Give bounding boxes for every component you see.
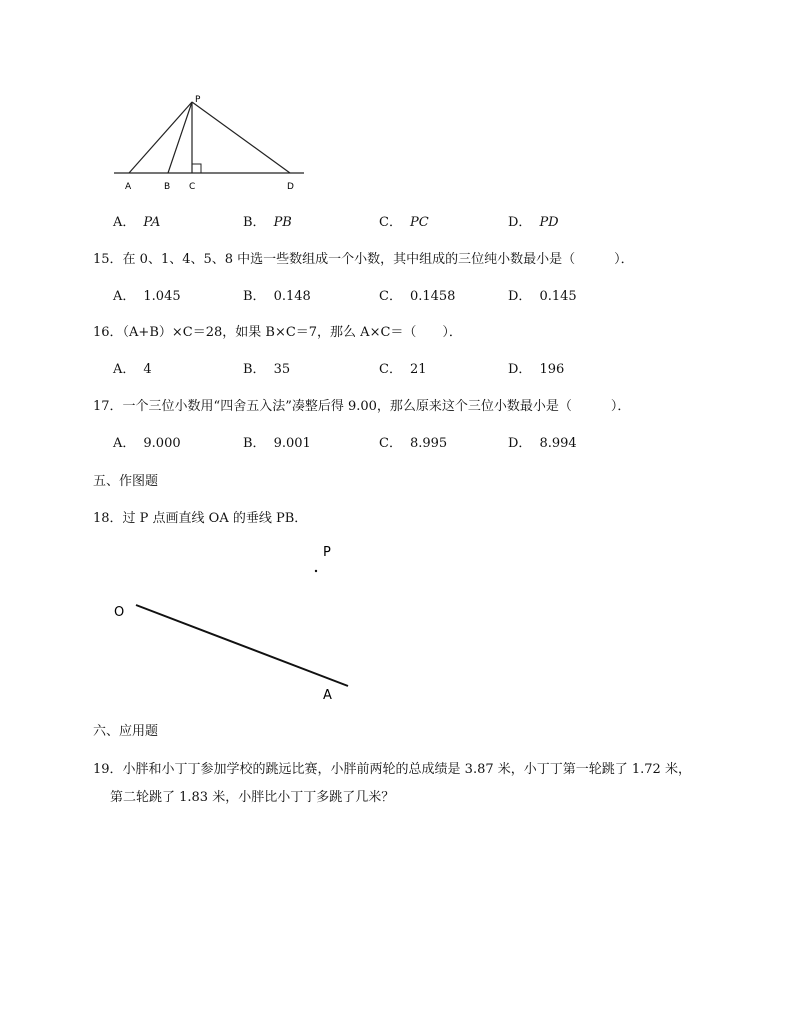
perpendicular-figure xyxy=(100,535,380,705)
q19-line-2: 第二轮跳了 1.83 米，小胖比小丁丁多跳了几米？ xyxy=(110,790,395,805)
q14-options xyxy=(113,211,673,229)
q17-option-c[interactable]: C． 8.995 xyxy=(379,436,448,451)
q17-stem: 17．一个三位小数用“四舍五入法”凑整后得 9.00，那么原来这个三位小数最小是（ ）． xyxy=(93,399,631,414)
q14-option-a[interactable]: A． PA xyxy=(113,215,161,230)
label-point-a: A xyxy=(323,688,332,703)
right-angle-mark xyxy=(192,164,201,173)
label-a: A xyxy=(125,182,132,192)
q16-option-a[interactable]: A． 4 xyxy=(113,362,152,377)
q17-options xyxy=(113,432,673,450)
q17-option-d[interactable]: D． 8.994 xyxy=(508,436,577,451)
q14-option-d[interactable]: D． PD xyxy=(508,215,559,230)
segment-pb xyxy=(168,102,192,173)
q14-option-b[interactable]: B． PB xyxy=(243,215,292,230)
q16-option-c[interactable]: C． 21 xyxy=(379,362,427,377)
q18-stem: 18．过 P 点画直线 OA 的垂线 PB． xyxy=(93,511,308,526)
section-5-title: 五、作图题 xyxy=(93,474,159,489)
q16-option-b[interactable]: B． 35 xyxy=(243,362,291,377)
q16-stem: 16．（A+B）×C＝28，如果 B×C＝7，那么 A×C＝（ ）． xyxy=(93,325,462,340)
q15-option-d[interactable]: D． 0.145 xyxy=(508,289,577,304)
point-p xyxy=(315,570,317,572)
q17-option-b[interactable]: B． 9.001 xyxy=(243,436,311,451)
segment-pd xyxy=(192,102,290,173)
q16-option-d[interactable]: D． 196 xyxy=(508,362,565,377)
label-point-o: O xyxy=(114,605,125,620)
label-b: B xyxy=(164,182,171,192)
q17-option-a[interactable]: A． 9.000 xyxy=(113,436,181,451)
label-p: P xyxy=(195,95,201,105)
q16-options xyxy=(113,358,673,376)
triangle-figure xyxy=(110,90,310,196)
section-6-title: 六、应用题 xyxy=(93,724,159,739)
q15-option-b[interactable]: B． 0.148 xyxy=(243,289,311,304)
label-d: D xyxy=(287,182,294,192)
q14-option-c[interactable]: C． PC xyxy=(379,215,429,230)
q15-stem: 15．在 0、1、4、5、8 中选一些数组成一个小数，其中组成的三位纯小数最小是（ ）． xyxy=(93,252,634,267)
q15-option-a[interactable]: A． 1.045 xyxy=(113,289,181,304)
q15-options xyxy=(113,285,673,303)
label-c: C xyxy=(189,182,196,192)
segment-pa xyxy=(129,102,192,173)
label-point-p: P xyxy=(323,545,331,560)
line-oa xyxy=(136,605,348,686)
q19-line-1: 19．小胖和小丁丁参加学校的跳远比赛，小胖前两轮的总成绩是 3.87 米，小丁丁第一轮跳了 1.72 米， xyxy=(93,762,691,777)
q15-option-c[interactable]: C． 0.1458 xyxy=(379,289,456,304)
